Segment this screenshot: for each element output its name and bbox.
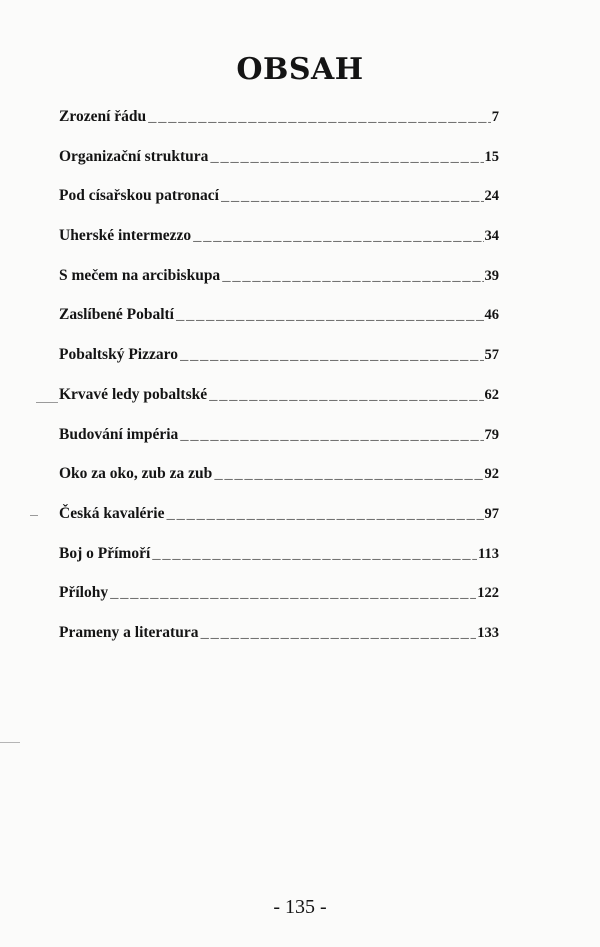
toc-entry: [59, 306, 499, 346]
toc-entry: [59, 624, 499, 664]
toc-entry: [59, 545, 499, 585]
toc-entry-label: Budování impéria: [59, 425, 179, 443]
toc-leader: [166, 507, 483, 523]
toc-entry-label: Organizační struktura: [59, 147, 209, 165]
toc-leader: [222, 269, 483, 285]
toc-entry-label: Pod císařskou patronací: [59, 187, 219, 205]
toc-entry-label: Oko za oko, zub za zub: [59, 465, 213, 483]
scan-mark: [36, 402, 58, 403]
toc-entry: [59, 465, 499, 505]
toc-entry: [59, 108, 499, 148]
toc-leader: [214, 467, 483, 483]
toc-entry-label: Pobaltský Pizzaro: [59, 346, 178, 364]
toc-entry-page: 79: [484, 426, 499, 443]
toc-leader: [221, 189, 484, 205]
toc-leader: [209, 388, 483, 404]
toc-leader: [200, 626, 476, 642]
toc-entry-label: Boj o Přímoří: [59, 544, 151, 562]
table-of-contents: [59, 108, 499, 664]
scan-mark: [30, 515, 38, 516]
toc-entry-page: 15: [484, 148, 499, 165]
toc-entry-label: Přílohy: [59, 584, 109, 602]
toc-entry: [59, 267, 499, 307]
toc-leader: [176, 308, 484, 324]
toc-entry-page: 122: [477, 585, 499, 602]
toc-entry-page: 97: [484, 505, 499, 522]
toc-entry: [59, 584, 499, 624]
toc-entry-page: 34: [484, 228, 499, 245]
scan-mark: [0, 742, 20, 743]
toc-leader: [110, 586, 476, 602]
toc-leader: [180, 348, 484, 364]
toc-entry-page: 7: [491, 109, 499, 125]
page-title: OBSAH: [236, 52, 364, 87]
toc-leader: [193, 229, 483, 245]
toc-entry-page: 92: [484, 466, 499, 483]
toc-entry-label: S mečem na arcibiskupa: [59, 266, 221, 284]
toc-entry-label: Krvavé ledy pobaltské: [59, 385, 208, 403]
toc-entry-page: 39: [484, 267, 499, 284]
page-number: - 135 -: [273, 896, 327, 918]
toc-entry-label: Prameny a literatura: [59, 623, 199, 641]
toc-entry: [59, 227, 499, 267]
toc-leader: [180, 428, 483, 444]
toc-entry-label: Zrození řádu: [59, 108, 147, 125]
toc-entry: [59, 386, 499, 426]
toc-entry: [59, 187, 499, 227]
toc-entry: [59, 148, 499, 188]
toc-entry-page: 57: [484, 347, 499, 364]
toc-entry-page: 113: [478, 545, 499, 562]
toc-entry: [59, 346, 499, 386]
toc-entry-label: Zaslíbené Pobaltí: [59, 306, 174, 324]
toc-entry-page: 62: [484, 386, 499, 403]
toc-entry-page: 46: [484, 307, 499, 324]
toc-entry: [59, 505, 499, 545]
toc-entry-label: Uherské intermezzo: [59, 227, 192, 245]
toc-leader: [210, 150, 483, 166]
toc-leader: [152, 547, 477, 563]
toc-entry-label: Česká kavalérie: [59, 504, 165, 522]
toc-entry-page: 24: [484, 188, 499, 205]
toc-entry-page: 133: [477, 624, 499, 641]
toc-leader: [148, 110, 491, 126]
toc-entry: [59, 426, 499, 466]
